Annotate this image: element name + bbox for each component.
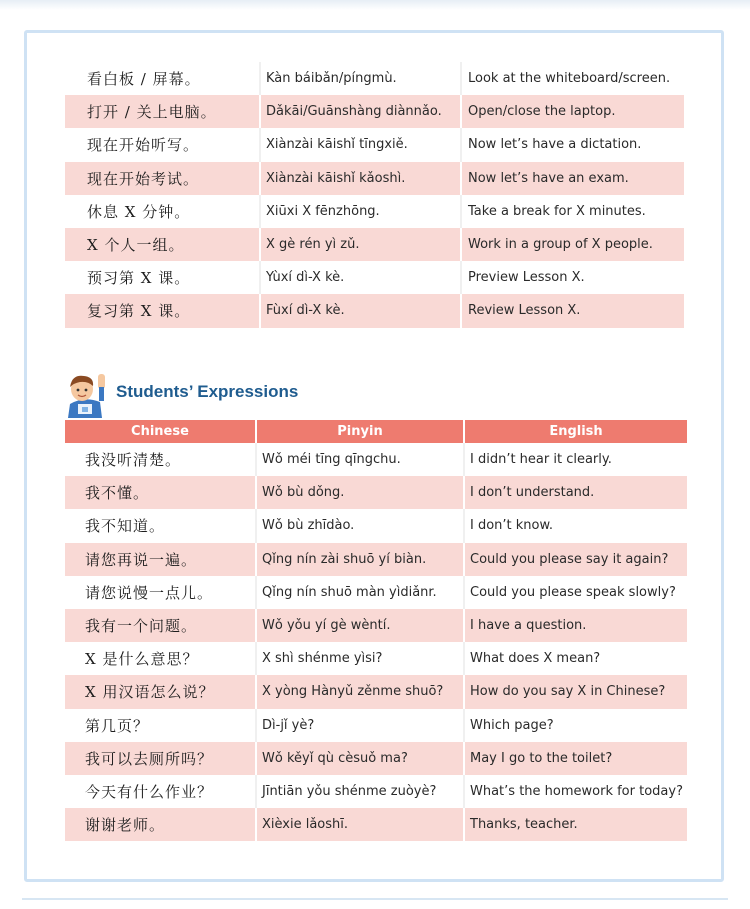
pinyin-cell: X gè rén yì zǔ. bbox=[261, 228, 462, 261]
pinyin-cell: Qǐng nín shuō màn yìdiǎnr. bbox=[257, 576, 465, 609]
pinyin-cell: Yùxí dì-X kè. bbox=[261, 261, 462, 294]
header-pinyin: Pinyin bbox=[257, 420, 465, 443]
table-row bbox=[65, 509, 687, 542]
english-cell: What does X mean? bbox=[470, 651, 601, 667]
table-row bbox=[65, 709, 687, 742]
chinese-cell: 休息 X 分钟。 bbox=[65, 195, 261, 228]
chinese-cell: 现在开始听写。 bbox=[65, 128, 261, 161]
chinese-cell: 请您说慢一点儿。 bbox=[65, 576, 257, 609]
chinese-cell: 第几页？ bbox=[65, 709, 257, 742]
table-row bbox=[65, 443, 687, 476]
teacher-expressions-table bbox=[65, 62, 684, 328]
english-cell: Review Lesson X. bbox=[468, 303, 581, 319]
table-row bbox=[65, 195, 684, 228]
table-row bbox=[65, 742, 687, 775]
chinese-cell: X 用汉语怎么说？ bbox=[65, 675, 257, 708]
table-row bbox=[65, 609, 687, 642]
chinese-cell: 打开 / 关上电脑。 bbox=[65, 95, 261, 128]
pinyin-cell: Kàn báibǎn/píngmù. bbox=[261, 62, 462, 95]
chinese-cell: 请您再说一遍。 bbox=[65, 543, 257, 576]
english-cell: Take a break for X minutes. bbox=[468, 203, 646, 219]
section-title: Students’ Expressions bbox=[116, 382, 299, 401]
english-cell: Could you please speak slowly? bbox=[470, 584, 676, 600]
pinyin-cell: Fùxí dì-X kè. bbox=[261, 294, 462, 327]
english-cell: May I go to the toilet? bbox=[470, 750, 613, 766]
chinese-cell: X 个人一组。 bbox=[65, 228, 261, 261]
chinese-cell: 今天有什么作业？ bbox=[65, 775, 257, 808]
table-row bbox=[65, 808, 687, 841]
english-cell: Look at the whiteboard/screen. bbox=[468, 71, 671, 87]
table-row bbox=[65, 476, 687, 509]
table-row bbox=[65, 642, 687, 675]
english-cell: What’s the homework for today? bbox=[470, 783, 683, 799]
chinese-cell: 我可以去厕所吗？ bbox=[65, 742, 257, 775]
table-header bbox=[65, 420, 687, 443]
pinyin-cell: Xiànzài kāishǐ kǎoshì. bbox=[261, 162, 462, 195]
pinyin-cell: Xiūxi X fēnzhōng. bbox=[261, 195, 462, 228]
table-row bbox=[65, 675, 687, 708]
table-row bbox=[65, 128, 684, 161]
pinyin-cell: Dǎkāi/Guānshàng diànnǎo. bbox=[261, 95, 462, 128]
pinyin-cell: Qǐng nín zài shuō yí biàn. bbox=[257, 543, 465, 576]
pinyin-cell: Dì-jǐ yè? bbox=[257, 709, 465, 742]
english-cell: Open/close the laptop. bbox=[468, 104, 616, 120]
english-cell: Preview Lesson X. bbox=[468, 270, 585, 286]
english-cell: I have a question. bbox=[470, 618, 587, 634]
header-english: English bbox=[549, 424, 603, 439]
english-cell: Could you please say it again? bbox=[470, 551, 669, 567]
pinyin-cell: Xièxie lǎoshī. bbox=[257, 808, 465, 841]
pinyin-cell: X shì shénme yìsi? bbox=[257, 642, 465, 675]
english-cell: I don’t know. bbox=[470, 518, 554, 534]
english-cell: Now let’s have an exam. bbox=[468, 170, 629, 186]
pinyin-cell: Wǒ bù dǒng. bbox=[257, 476, 465, 509]
table-row bbox=[65, 62, 684, 95]
table-row bbox=[65, 261, 684, 294]
pinyin-cell: X yòng Hànyǔ zěnme shuō? bbox=[257, 675, 465, 708]
student-mascot-icon bbox=[60, 370, 116, 418]
table-row bbox=[65, 775, 687, 808]
students-expressions-table bbox=[65, 420, 687, 841]
pinyin-cell: Wǒ méi tīng qīngchu. bbox=[257, 443, 465, 476]
english-cell: How do you say X in Chinese? bbox=[470, 684, 666, 700]
pinyin-cell: Xiànzài kāishǐ tīngxiě. bbox=[261, 128, 462, 161]
table-row bbox=[65, 95, 684, 128]
chinese-cell: 预习第 X 课。 bbox=[65, 261, 261, 294]
chinese-cell: 我有一个问题。 bbox=[65, 609, 257, 642]
chinese-cell: 我不懂。 bbox=[65, 476, 257, 509]
pinyin-cell: Jīntiān yǒu shénme zuòyè? bbox=[257, 775, 465, 808]
english-cell: Work in a group of X people. bbox=[468, 237, 653, 253]
page-top-shadow bbox=[0, 0, 750, 10]
table-row bbox=[65, 576, 687, 609]
table-row bbox=[65, 228, 684, 261]
english-cell: Thanks, teacher. bbox=[470, 817, 578, 833]
chinese-cell: 谢谢老师。 bbox=[65, 808, 257, 841]
english-cell: I didn’t hear it clearly. bbox=[470, 452, 612, 468]
table-row bbox=[65, 162, 684, 195]
english-cell: I don’t understand. bbox=[470, 485, 595, 501]
english-cell: Which page? bbox=[470, 717, 554, 733]
header-chinese: Chinese bbox=[65, 420, 257, 443]
pinyin-cell: Wǒ bù zhīdào. bbox=[257, 509, 465, 542]
page-bottom-divider bbox=[22, 898, 728, 900]
chinese-cell: 复习第 X 课。 bbox=[65, 294, 261, 327]
chinese-cell: 我没听清楚。 bbox=[65, 443, 257, 476]
chinese-cell: 我不知道。 bbox=[65, 509, 257, 542]
chinese-cell: X 是什么意思？ bbox=[65, 642, 257, 675]
pinyin-cell: Wǒ yǒu yí gè wèntí. bbox=[257, 609, 465, 642]
pinyin-cell: Wǒ kěyǐ qù cèsuǒ ma? bbox=[257, 742, 465, 775]
chinese-cell: 现在开始考试。 bbox=[65, 162, 261, 195]
english-cell: Now let’s have a dictation. bbox=[468, 137, 642, 153]
table-row bbox=[65, 543, 687, 576]
table-row bbox=[65, 294, 684, 327]
chinese-cell: 看白板 / 屏幕。 bbox=[65, 62, 261, 95]
